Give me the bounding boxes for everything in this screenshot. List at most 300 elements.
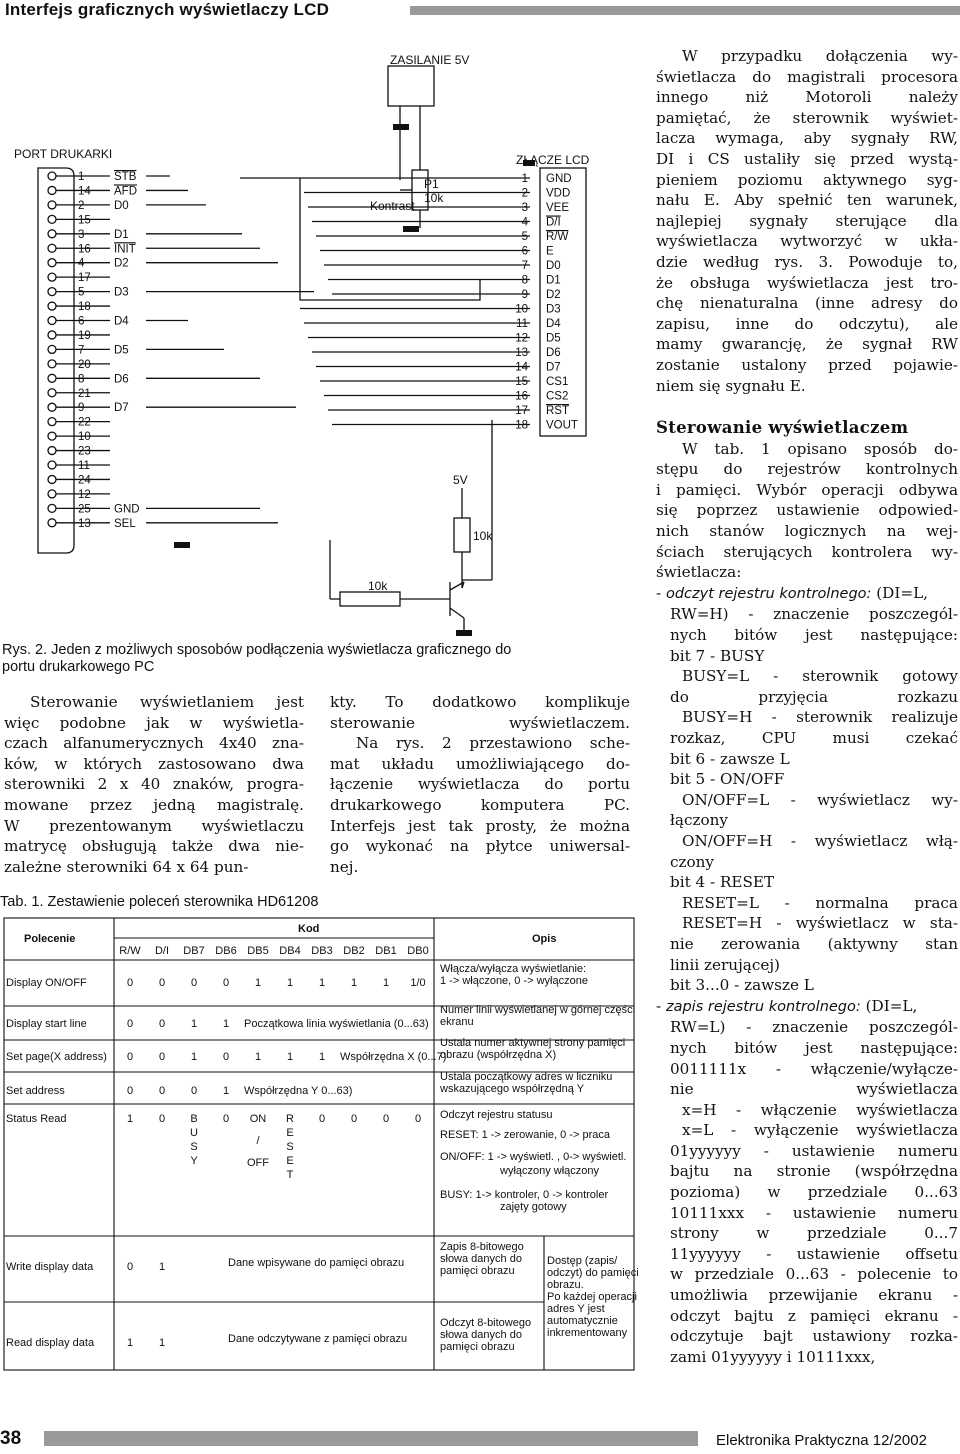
port-pin-number: 22 [78, 416, 91, 429]
text-line: rozkaz, CPU musi czekać [670, 729, 958, 747]
code-value: 0 [318, 1113, 326, 1125]
text-line: dzie według rys. 3. Powoduje to, [656, 252, 958, 271]
command-name: Display start line [6, 1018, 87, 1030]
pin-circle [48, 172, 56, 180]
opis-line: wskazującego współrzędną Y [440, 1083, 585, 1095]
port-pin-number: 4 [78, 257, 85, 270]
port-pin-number: 16 [78, 243, 91, 256]
pin-circle [48, 273, 56, 281]
reset-letter: E [286, 1127, 294, 1139]
code-value: 0 [222, 977, 230, 989]
p1-value: 10k [424, 191, 444, 205]
resistor-horizontal-label: 10k [368, 579, 388, 593]
command-name: Set page(X address) [6, 1051, 107, 1063]
port-pin-number: 13 [78, 517, 91, 530]
text-line: się poprzez ustawienie odpowied- [656, 501, 958, 520]
port-pin-number: 19 [78, 329, 91, 342]
text-line: najlepiej sygnały sterujące dla [656, 211, 958, 230]
lcd-pin-number: 2 [521, 187, 528, 200]
right-column [656, 46, 958, 1367]
port-signal-label: D2 [114, 257, 129, 270]
pin-circle [48, 259, 56, 267]
power-connector [388, 66, 434, 106]
text-line: RW=L) - znaczenie poszczegól- [670, 1018, 958, 1037]
list-dash: - [656, 996, 666, 1015]
code-value: 1 [126, 1337, 134, 1349]
port-pin-number: 9 [78, 402, 85, 415]
opis-line: słowa danych do [440, 1329, 522, 1341]
italic-term: zapis rejestru kontrolnego: [665, 998, 861, 1015]
port-pin-number: 20 [78, 358, 91, 371]
header-kod: Kod [298, 923, 320, 935]
pin-circle [48, 432, 56, 440]
port-pin-number: 7 [78, 344, 85, 357]
pin-circle [48, 360, 56, 368]
span-text: Współrzędna Y 0...63) [244, 1085, 353, 1097]
port-signal-label: D4 [114, 315, 129, 328]
text-line: bit 7 - BUSY [670, 646, 765, 665]
code-col-header: DB0 [407, 945, 429, 957]
code-value: 0 [126, 1261, 134, 1273]
italic-term: odczyt rejestru kontrolnego: [665, 585, 872, 602]
lcd-signal-label: VOUT [546, 419, 578, 432]
code-value: 1 [222, 1085, 230, 1097]
text-line: go wykonać na płytce uniwersal- [330, 837, 630, 856]
onoff-text: OFF [247, 1157, 269, 1169]
text-line: RESET=H - wyświetlacz w sta- [682, 914, 958, 933]
text-line: ściach sterujących kontrolera wy- [656, 542, 958, 561]
text-line: wyświetlacza wytworzyć w ukła- [656, 232, 958, 251]
onoff-text: ON [249, 1113, 267, 1125]
pin-circle [48, 519, 56, 527]
kontrast-label: Kontrast [370, 199, 415, 213]
lcd-pin-number: 1 [521, 173, 528, 185]
port-pin-number: 17 [78, 272, 91, 285]
busy-letter: B [190, 1113, 198, 1125]
port-signal-label: INIT [114, 243, 136, 256]
text-line: RESET=L - normalna praca [682, 893, 958, 912]
access-note-line: Dostęp (zapis/ [547, 1255, 618, 1267]
lcd-signal-label: CS2 [546, 390, 569, 403]
pin-circle [48, 374, 56, 382]
header-bar [410, 6, 960, 15]
pin-circle [48, 288, 56, 296]
text-line: i pamięci. Wybór operacji odbywa [656, 480, 958, 499]
text-line: Sterowanie wyświetlaniem jest więc podobne jak w wyświetla- [4, 693, 304, 732]
lcd-pin-number: 6 [521, 245, 528, 258]
opis-line: ekranu [440, 1016, 474, 1028]
list-item-write-register [656, 996, 958, 1368]
lcd-signal-label: GND [546, 173, 572, 185]
magazine-name: Elektronika Praktyczna 12/2002 [716, 1432, 927, 1449]
code-value: 0 [158, 1018, 166, 1030]
schematic-diagram [0, 40, 640, 640]
opis-line: słowa danych do [440, 1253, 522, 1265]
port-signal-label: D6 [114, 373, 129, 386]
port-pin-number: 3 [78, 228, 85, 241]
code-value: 1 [318, 977, 326, 989]
code-col-header: DB2 [343, 945, 365, 957]
opis-line: Włącza/wyłącza wyświetlanie: [440, 963, 587, 975]
lcd-pin-number: 9 [521, 289, 528, 301]
opis-line: obrazu (współrzędna X) [440, 1049, 557, 1061]
code-value: 1 [222, 1018, 230, 1030]
port-pin-number: 24 [78, 474, 91, 487]
text-line: drukarkowego komputera PC. [330, 795, 630, 814]
text-line: że obsługa wyświetlacza jest tro- [656, 273, 958, 292]
pin-circle [48, 504, 56, 512]
port-signal-label: D7 [114, 402, 129, 415]
port-pin-number: 11 [78, 460, 90, 472]
lcd-signal-label: D4 [546, 318, 561, 330]
code-col-header: DB5 [247, 945, 269, 957]
text-line: matrycę obsługują także dwa nie- [4, 837, 304, 856]
right-paragraph-2 [656, 439, 958, 583]
opis-line: pamięci obrazu [440, 1341, 515, 1353]
connector-label: ZŁĄCZE LCD [516, 153, 590, 167]
opis-line: zajęty gotowy [500, 1201, 567, 1213]
footer-bar [44, 1431, 698, 1446]
command-name: Display ON/OFF [6, 977, 87, 989]
code-value: 0 [158, 1113, 166, 1125]
port-signal-label: SEL [114, 517, 136, 530]
text-line: czach alfanumerycznych 4x40 zna- [4, 734, 304, 753]
opis-line: Ustala numer aktywnej strony pamięci [440, 1037, 626, 1049]
code-value: 1 [158, 1337, 166, 1349]
lcd-signal-label: D3 [546, 303, 561, 316]
code-value: 1 [126, 1113, 134, 1125]
lcd-signal-label: D/I [546, 216, 561, 229]
text-line: x=H - włączenie wyświetlacza [682, 1100, 958, 1119]
lcd-signal-label: D5 [546, 332, 561, 345]
lcd-signal-label: D0 [546, 260, 561, 272]
code-col-header: D/I [154, 945, 170, 957]
lcd-pin-number: 18 [515, 419, 528, 432]
reset-letter: T [286, 1169, 294, 1181]
command-name: Status Read [6, 1113, 67, 1125]
port-signal-label: GND [114, 503, 140, 516]
lcd-pin-number: 13 [515, 347, 528, 359]
busy-letter: Y [190, 1155, 198, 1167]
pin-circle [48, 475, 56, 483]
figure-caption: Rys. 2. Jeden z możliwych sposobów podłączenia wyświetlacza graficznego do portu drukarkowego PC [2, 642, 512, 675]
text-line: pamiętać, że sterownik wyświet- [656, 108, 958, 127]
text-line: BUSY=L - sterownik gotowy [682, 667, 958, 686]
lcd-signal-label: RST [546, 405, 569, 417]
page-number: 38 [0, 1428, 22, 1449]
left-body-text [4, 692, 304, 877]
lcd-pin-number: 12 [515, 332, 528, 345]
reset-letter: R [286, 1113, 294, 1125]
port-pin-number: 23 [78, 445, 91, 458]
pin-circle [48, 418, 56, 426]
port-signal-label: D5 [114, 344, 129, 357]
code-value: 0 [126, 1018, 134, 1030]
text-line: 10111xxx - ustawienie numeru [670, 1203, 958, 1222]
pin-circle [48, 461, 56, 469]
opis-line: wyłączony włączony [500, 1165, 600, 1177]
text-line: kty. To dodatkowo komplikuje [330, 693, 630, 711]
text-line: mamy gwarancję, że sygnał RW [656, 335, 958, 354]
lcd-signal-label: D6 [546, 347, 561, 359]
access-note-line: Po każdej operacji [547, 1291, 637, 1303]
code-value: 1 [350, 977, 358, 989]
code-value: 0 [126, 1085, 134, 1097]
text-line: mat układu umożliwiającego do- [330, 754, 630, 773]
opis-line: Numer linii wyświetlanej w górnej części [440, 1004, 636, 1016]
access-note-line: adres Y jest [547, 1303, 605, 1315]
opis-line: pamięci obrazu [440, 1265, 515, 1277]
header-opis: Opis [532, 933, 557, 945]
supply-5v-label: 5V [453, 473, 468, 487]
code-value: 0 [190, 977, 198, 989]
code-value: 1 [190, 1051, 198, 1063]
span-text: Początkowa linia wyświetlania (0...63) [244, 1018, 429, 1030]
port-pin-number: 8 [78, 373, 85, 386]
text-line: stępu do rejestrów kontrolnych [656, 460, 958, 479]
lcd-pin-number: 8 [521, 274, 528, 287]
text-line: odczyt bajtu z pamięci ekranu - [670, 1306, 958, 1325]
list-item-read-register [656, 583, 958, 996]
code-col-header: DB6 [215, 945, 237, 957]
lcd-pin-number: 3 [521, 202, 528, 214]
port-pin-number: 14 [78, 185, 91, 198]
code-col-header: DB7 [183, 945, 205, 957]
onoff-text: / [256, 1135, 260, 1147]
mid-body-text [330, 692, 630, 877]
port-pin-number: 18 [78, 301, 91, 314]
reset-letter: S [286, 1141, 294, 1153]
text-line: nału E. Aby spełnić ten warunek, [656, 191, 958, 210]
pin-circle [48, 215, 56, 223]
text-line: mowane przez jedną magistralę. [4, 795, 304, 814]
text-line: zależne sterowniki 64 x 64 pun- [4, 857, 249, 876]
pin-circle [48, 317, 56, 325]
pin-circle [48, 244, 56, 252]
text-line: sterowanie wyświetlaczem. [330, 713, 630, 732]
pin-circle [48, 447, 56, 455]
code-col-header: DB4 [279, 945, 301, 957]
lead-rest: (DI=L, [860, 996, 918, 1015]
code-col-header: DB1 [375, 945, 397, 957]
text-line: 11yyyyyy - ustawienie offsetu [670, 1244, 958, 1263]
text-line: czony [670, 852, 715, 871]
opis-line: Odczyt rejestru statusu [440, 1109, 553, 1121]
code-value: 1 [286, 1051, 294, 1063]
text-line: bit 3...0 - zawsze L [670, 976, 814, 995]
text-line: nie zerowania (aktywny stan [670, 934, 958, 953]
text-line: świetlacza do magistrali procesora [656, 67, 958, 86]
text-line: bit 4 - RESET [670, 873, 775, 892]
busy-letter: U [190, 1127, 198, 1139]
code-value: 0 [190, 1085, 198, 1097]
resistor-vertical-label: 10k [473, 529, 493, 543]
reset-letter: E [286, 1155, 294, 1167]
text-line: bit 6 - zawsze L [670, 749, 790, 768]
text-line: świetlacza: [656, 563, 742, 582]
port-pin-number: 6 [78, 315, 85, 328]
code-value: 0 [222, 1113, 230, 1125]
list-item-lead [656, 996, 958, 1018]
access-note-line: odczyt) do pamięci [547, 1267, 639, 1279]
text-line: pieniem poziomu aktywnego syg- [656, 170, 958, 189]
text-line: 0011111x - włączenie/wyłącze- [670, 1059, 958, 1078]
lcd-signal-label: E [546, 245, 554, 258]
p1-label: P1 [424, 177, 439, 191]
text-line: w przedziale 0...63 - polecenie to [670, 1265, 958, 1284]
pin-circle [48, 230, 56, 238]
code-value: 0 [158, 1051, 166, 1063]
text-line: odczytuje bajt ustawiony rozka- [670, 1327, 958, 1346]
access-note-line: automatycznie [547, 1315, 618, 1327]
text-line: nich stanów logicznych na wej- [656, 522, 958, 541]
code-value: 1/0 [410, 977, 426, 989]
command-name: Set address [6, 1085, 65, 1097]
lcd-pin-number: 17 [515, 405, 528, 417]
text-line: nej. [330, 857, 359, 876]
port-pin-number: 10 [78, 431, 91, 444]
code-value: 0 [158, 977, 166, 989]
port-pin-number: 5 [78, 286, 85, 299]
opis-line: Odczyt 8-bitowego [440, 1317, 532, 1329]
code-value: 1 [254, 1051, 262, 1063]
text-line: bajtu na stronie (współrzędna [670, 1162, 958, 1181]
command-name: Read display data [6, 1337, 95, 1349]
lcd-pin-number: 7 [521, 260, 528, 272]
code-value: 1 [318, 1051, 326, 1063]
code-value: 0 [126, 977, 134, 989]
list-dash: - [656, 583, 666, 602]
code-col-header: DB3 [311, 945, 333, 957]
code-value: 0 [126, 1051, 134, 1063]
resistor-10k-vertical [454, 518, 470, 552]
text-line: zostanie ustalony przed pojawie- [656, 355, 958, 374]
port-signal-label: STB [114, 171, 137, 183]
opis-line: BUSY: 1-> kontroler, 0 -> kontroler [440, 1189, 609, 1201]
text-line: łączony [670, 811, 728, 830]
lcd-signal-label: CS1 [546, 376, 569, 388]
lead-rest: (DI=L, [871, 583, 928, 602]
opis-line: RESET: 1 -> zerowanie, 0 -> praca [440, 1129, 610, 1141]
text-line: zami 01yyyyyy i 10111xxx, [670, 1347, 876, 1366]
power-label: ZASILANIE 5V [390, 53, 470, 67]
lcd-pin-number: 16 [515, 390, 528, 403]
text-line: Interfejs jest tak prosty, że można [330, 816, 630, 835]
port-pin-number: 1 [78, 171, 85, 183]
text-line: sterowniki 2 x 40 znaków, progra- [4, 775, 304, 794]
port-label: PORT DRUKARKI [14, 147, 113, 161]
span-text: Dane wpisywane do pamięci obrazu [228, 1257, 405, 1269]
text-line: W tab. 1 opisano sposób do- [682, 439, 958, 458]
port-pin-number: 2 [78, 199, 85, 212]
text-line: ON/OFF=L - wyświetlacz wy- [682, 790, 958, 809]
text-line: Na rys. 2 przestawiono sche- [356, 734, 630, 753]
header-polecenie: Polecenie [24, 933, 76, 945]
span-text: Dane odczytywane z pamięci obrazu [228, 1333, 408, 1345]
text-line: innego niż Motoroli należy [656, 88, 958, 107]
code-value: 0 [350, 1113, 358, 1125]
text-line: niem się sygnału E. [656, 376, 806, 395]
pin-circle [48, 490, 56, 498]
text-line: x=L - wyłączenie wyświetlacza [682, 1121, 958, 1140]
access-note-line: inkrementowany [547, 1327, 628, 1339]
lcd-pin-number: 11 [516, 318, 528, 330]
text-line: bit 5 - ON/OFF [670, 770, 785, 789]
pin-circle [48, 331, 56, 339]
right-paragraph-1 [656, 46, 958, 396]
lcd-pin-number: 14 [515, 361, 528, 374]
port-signal-label: D1 [114, 228, 129, 241]
port-pin-number: 21 [78, 387, 91, 400]
page-header-title: Interfejs graficznych wyświetlaczy LCD [5, 0, 330, 19]
code-value: 1 [254, 977, 262, 989]
pin-circle [48, 186, 56, 194]
lcd-signal-label: R/W [546, 231, 569, 243]
port-pin-number: 12 [78, 488, 91, 501]
lcd-signal-label: VDD [546, 187, 571, 200]
text-line: linii zerującej) [670, 955, 780, 974]
text-line: ków, w których zastosowano dwa [4, 754, 304, 773]
lcd-pin-number: 10 [515, 303, 528, 316]
port-signal-label: AFD [114, 185, 137, 198]
code-value: 1 [382, 977, 390, 989]
section-heading: Sterowanie wyświetlaczem [656, 418, 909, 438]
text-line: ON/OFF=H - wyświetlacz włą- [682, 831, 958, 850]
code-value: 0 [414, 1113, 422, 1125]
lcd-pin-number: 15 [515, 376, 528, 388]
code-value: 1 [190, 1018, 198, 1030]
port-pin-number: 25 [78, 503, 91, 516]
text-line: DI i CS ustaliły się przed wystą- [656, 149, 958, 168]
table-caption: Tab. 1. Zestawienie poleceń sterownika HD61208 [0, 894, 319, 910]
port-pin-number: 15 [78, 214, 91, 227]
busy-letter: S [190, 1141, 198, 1153]
lcd-signal-label: D7 [546, 361, 561, 374]
text-line: 01yyyyyy - ustawienie numeru [670, 1141, 958, 1160]
opis-line: 1 -> włączone, 0 -> wyłączone [440, 975, 588, 987]
text-line: nych bitów jest następujące: [670, 626, 958, 645]
access-note-line: obrazu. [547, 1279, 584, 1291]
command-table [0, 914, 640, 1374]
list-item-lead [656, 583, 958, 605]
lcd-signal-label: D1 [546, 274, 561, 287]
code-col-header: R/W [119, 945, 141, 957]
lcd-signal-label: D2 [546, 289, 561, 301]
pin-circle [48, 403, 56, 411]
pin-circle [48, 302, 56, 310]
opis-line: Zapis 8-bitowego [440, 1241, 524, 1253]
pin-circle [48, 345, 56, 353]
text-line: umożliwia przewijanie ekranu - [670, 1286, 958, 1305]
code-value: 1 [286, 977, 294, 989]
opis-line: Ustala początkowy adres w liczniku [440, 1071, 613, 1083]
text-line: RW=H) - znaczenie poszczegól- [670, 605, 958, 624]
lcd-signal-label: VEE [546, 202, 570, 214]
code-value: 0 [158, 1085, 166, 1097]
text-line: nie wyświetlacza [670, 1080, 958, 1099]
pin-circle [48, 201, 56, 209]
text-line: pozioma) w przedziale 0...63 [670, 1183, 958, 1202]
text-line: nych bitów jest następujące: [670, 1038, 958, 1057]
text-line: łączenie wyświetlacza do portu [330, 775, 630, 794]
port-signal-label: D0 [114, 199, 129, 212]
text-line: W przypadku dołączenia wy- [682, 47, 958, 65]
text-line: do przyjęcia rozkazu [670, 687, 958, 706]
text-line: strony w przedziale 0...7 [670, 1224, 958, 1243]
span-text: Współrzędna X (0...7) [340, 1051, 447, 1063]
resistor-10k-horizontal [340, 592, 400, 606]
lcd-pin-number: 4 [521, 216, 528, 229]
